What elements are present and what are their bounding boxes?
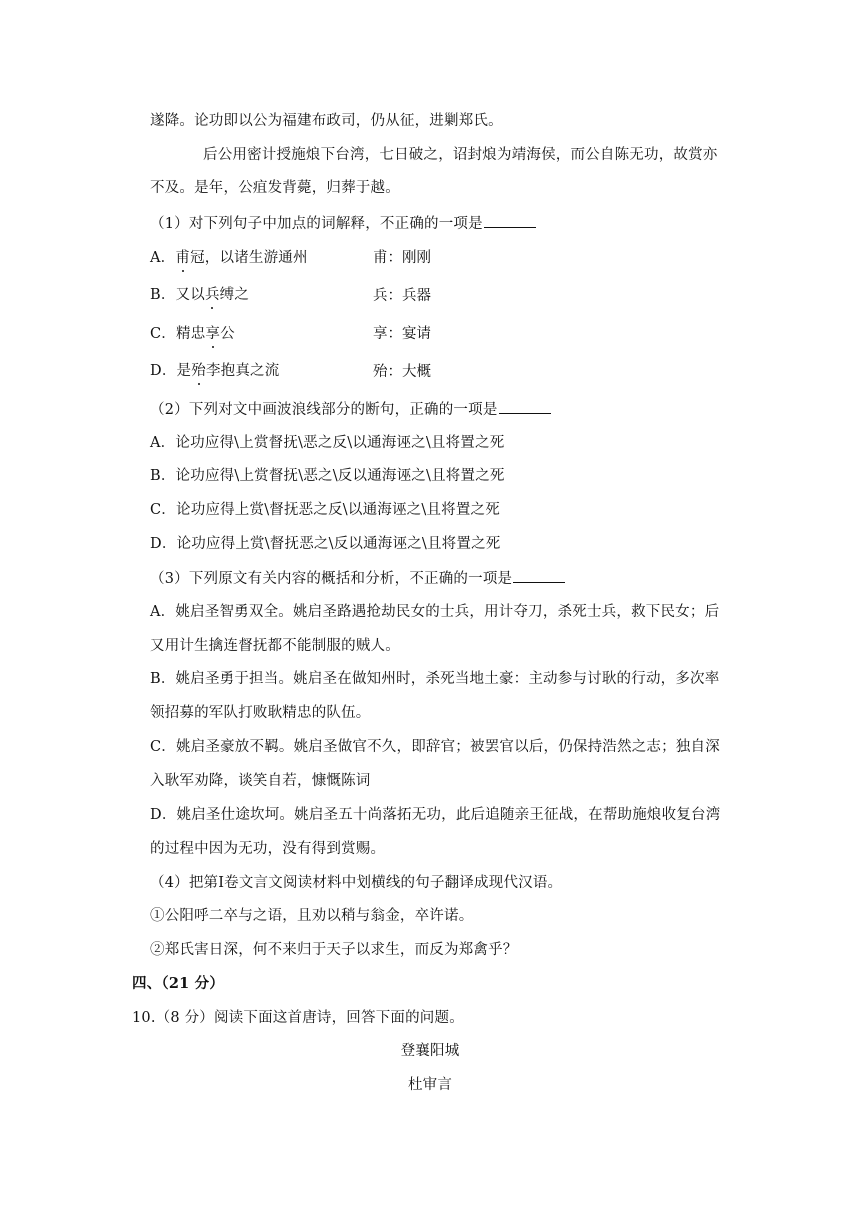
q1-option-b [150,285,249,305]
q3-option-a-line1: A．姚启圣智勇双全。姚启圣路遇抢劫民女的士兵，用计夺刀，杀死士兵，救下民女；后 [150,604,720,620]
q1-option-d-gloss: 殆：大概 [373,364,431,380]
question-1-text: （1）对下列句子中加点的词解释，不正确的一项是 [150,216,483,232]
passage-line: 遂降。论功即以公为福建布政司，仍从征，进剿郑氏。 [150,113,503,129]
dotted-word: 享 [205,326,221,342]
option-prefix: C．精忠 [150,326,206,342]
q3-option-c-line1: C．姚启圣豪放不羁。姚启圣做官不久，即辞官；被罢官以后，仍保持浩然之志；独自深 [150,739,720,755]
q1-option-a-gloss: 甫：刚刚 [373,250,431,266]
poem-title: 登襄阳城 [400,1043,460,1059]
q3-option-d-line1: D．姚启圣仕途坎坷。姚启圣五十尚落拓无功，此后追随亲王征战，在帮助施烺收复台湾 [150,807,721,823]
option-prefix: B．又以 [150,287,205,303]
passage-line: 后公用密计授施烺下台湾，七日破之，诏封烺为靖海侯，而公自陈无功，故赏亦 [203,147,718,163]
q1-option-b-gloss: 兵：兵器 [373,288,431,304]
q1-option-c-gloss: 享：宴请 [373,326,431,342]
q4-sentence-2: ②郑氏害日深，何不来归于天子以求生，而反为郑禽乎？ [150,942,518,958]
question-10-stem: 10.（8 分）阅读下面这首唐诗，回答下面的问题。 [132,1010,464,1026]
q2-option-d: D．论功应得上赏\督抚恶之\反以通海诬之\且将置之死 [150,536,501,552]
question-3-text: （3）下列原文有关内容的概括和分析，不正确的一项是 [150,571,513,587]
option-text: 公 [220,326,235,342]
q3-option-a-line2: 又用计生擒连督抚都不能制服的贼人。 [150,638,400,654]
question-1-stem [150,213,536,234]
q4-sentence-1: ①公阳呼二卒与之语，且劝以稍与翁金，卒许诺。 [150,908,474,924]
question-4-stem: （4）把第Ⅰ卷文言文阅读材料中划横线的句子翻译成现代汉语。 [150,875,563,891]
question-2-stem [150,399,551,420]
passage-line: 不及。是年，公疽发背薨，归葬于越。 [150,180,400,196]
dotted-word: 殆 [191,363,206,379]
dotted-word: 兵 [204,287,220,303]
q1-option-c [150,324,235,344]
section-heading: 四、（21 分） [132,975,225,992]
option-prefix: D．是 [150,363,192,379]
q2-option-a: A．论功应得\上赏督抚\恶之反\以通海诬之\且将置之死 [150,435,505,451]
q1-option-d [150,361,279,381]
q1-option-a [150,248,308,268]
q3-option-c-line2: 入耿军劝降，谈笑自若，慷慨陈词 [150,773,371,789]
answer-blank [484,213,536,228]
poem-author: 杜审言 [407,1077,453,1093]
q3-option-b-line1: B．姚启圣勇于担当。姚启圣在做知州时，杀死当地土豪：主动参与讨耿的行动，多次率 [150,671,720,687]
answer-blank [499,399,551,414]
question-2-text: （2）下列对文中画波浪线部分的断句，正确的一项是 [150,402,498,418]
option-text: 李抱真之流 [205,363,280,379]
question-3-stem [150,568,565,589]
option-text: 冠，以诸生游通州 [190,250,308,266]
q2-option-b: B．论功应得\上赏督抚\恶之\反以通海诬之\且将置之死 [150,468,505,484]
answer-blank [513,568,565,583]
option-prefix: A． [150,250,176,266]
q2-option-c: C．论功应得上赏\督抚恶之反\以通海诬之\且将置之死 [150,502,500,518]
dotted-word: 甫 [175,250,191,266]
q3-option-b-line2: 领招募的军队打败耿精忠的队伍。 [150,705,371,721]
q3-option-d-line2: 的过程中因为无功，没有得到赏赐。 [150,841,386,857]
option-text: 缚之 [219,287,250,303]
